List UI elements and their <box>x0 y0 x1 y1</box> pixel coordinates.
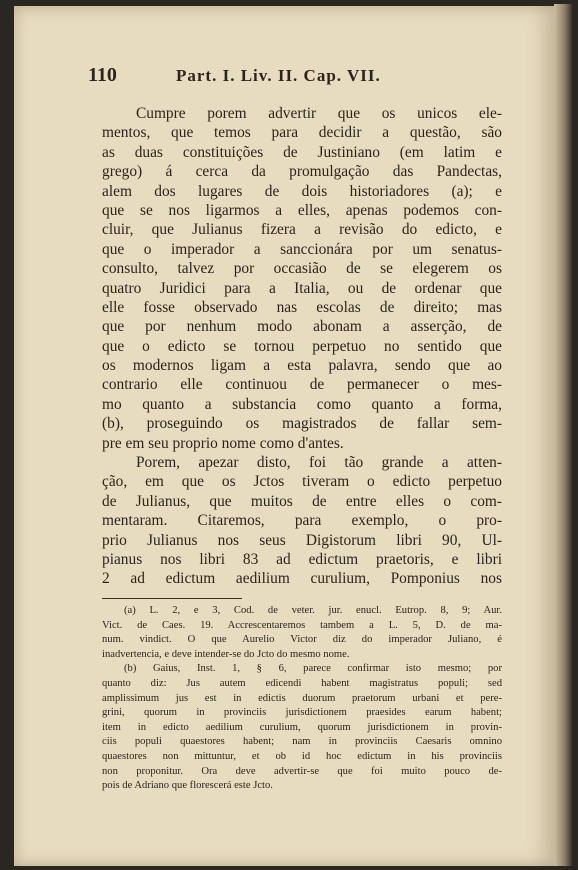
footnotes <box>102 604 502 794</box>
body-line: Porem, apezar disto, foi tão grande a atten- <box>136 454 502 472</box>
footnote-line: inadvertencia, e deve intender-se do Jcto do mesmo nome. <box>102 648 350 660</box>
body-line: consulto, talvez por occasião de se elegerem os <box>102 260 502 278</box>
footnote-line: Vict. de Caes. 19. Accrescentaremos tambem a L. 5, D. de ma- <box>102 619 502 631</box>
footnote-line: pois de Adriano que florescerá este Jcto. <box>102 780 273 792</box>
book-page <box>14 6 554 866</box>
body-line: de Julianus, que muitos de entre elles o com- <box>102 492 502 510</box>
body-line: ção, em que os Jctos tiveram o edicto perpetuo <box>102 473 502 491</box>
body-line: 2 ad edictum aedilium curulium, Pomponius nos <box>102 570 502 588</box>
body-line: cluir, que Julianus fizera a revisão do edicto, e <box>102 221 502 239</box>
body-text <box>102 104 502 589</box>
body-line: as duas constituições de Justiniano (em latim e <box>102 143 502 161</box>
footnote-line: grini, quorum in provinciis jurisdictionem praesides earum habent; <box>102 707 502 719</box>
body-line: que o imperador a sanccionára por um senatus- <box>102 240 502 258</box>
footnote-line: quanto diz: Jus autem edicendi habent magistratus populi; sed <box>102 677 502 689</box>
page-number: 110 <box>88 64 117 86</box>
footnote-line: amplissimum jus est in edictis duorum praetorum urbani et pere- <box>102 692 502 704</box>
body-line: grego) á cerca da promulgação das Pandectas, <box>102 163 502 181</box>
body-line: alem dos lugares de dois historiadores (a); e <box>102 182 502 200</box>
body-line: prio Julianus nos seus Digistorum libri 90, Ul- <box>102 531 502 549</box>
body-line: contrario elle continuou de permanecer o mes- <box>102 376 502 394</box>
body-line: que o edicto se tornou perpetuo no sentido que <box>102 337 502 355</box>
body-line: os modernos ligam a esta palavra, sendo que ao <box>102 357 502 375</box>
body-line: pre em seu proprio nome como d'antes. <box>102 434 344 452</box>
running-head: Part. I. Liv. II. Cap. VII. <box>176 66 381 85</box>
footnote-line: ciis populi quaestores habent; nam in provinciis Caesaris omnino <box>102 736 502 748</box>
page-edge <box>554 4 572 866</box>
page-header <box>88 64 448 90</box>
body-line: (b), proseguindo os magistrados de fallar sem- <box>102 415 502 433</box>
body-line: que por nenhum modo abonam a asserção, de <box>102 318 502 336</box>
body-line: pianus nos libri 83 ad edictum praetoris, e libri <box>102 550 502 568</box>
body-line: que se nos ligarmos a elles, apenas podemos con- <box>102 201 502 219</box>
body-line: mentaram. Citaremos, para exemplo, o pro- <box>102 512 502 530</box>
footnote-rule <box>102 598 242 599</box>
footnote-line: non proponitur. Ora deve advertir-se que foi muito pouco de- <box>102 765 502 777</box>
body-line: quatro Juridici para a Italia, ou de ordenar que <box>102 279 502 297</box>
body-line: mo quanto a substancia como quanto a forma, <box>102 395 502 413</box>
body-line: elle fosse observado nas escolas de direito; mas <box>102 298 502 316</box>
footnote-line: (a) L. 2, e 3, Cod. de veter. jur. enucl. Eutrop. 8, 9; Aur. <box>124 605 502 616</box>
body-line: Cumpre porem advertir que os unicos ele- <box>136 105 502 122</box>
footnote-line: item in edicto aedilium curulium, quorum jurisdictionem in provin- <box>102 721 502 733</box>
body-line: mentos, que temos para decidir a questão, são <box>102 124 502 142</box>
footnote-line: num. vindict. O que Aurelio Victor diz do imperador Juliano, é <box>102 634 502 646</box>
footnote-line: (b) Gaius, Inst. 1, § 6, parece confirmar isto mesmo; por <box>124 663 502 675</box>
footnote-line: quaestores non mittuntur, et ob id hoc edictum in his provinciis <box>102 750 502 762</box>
